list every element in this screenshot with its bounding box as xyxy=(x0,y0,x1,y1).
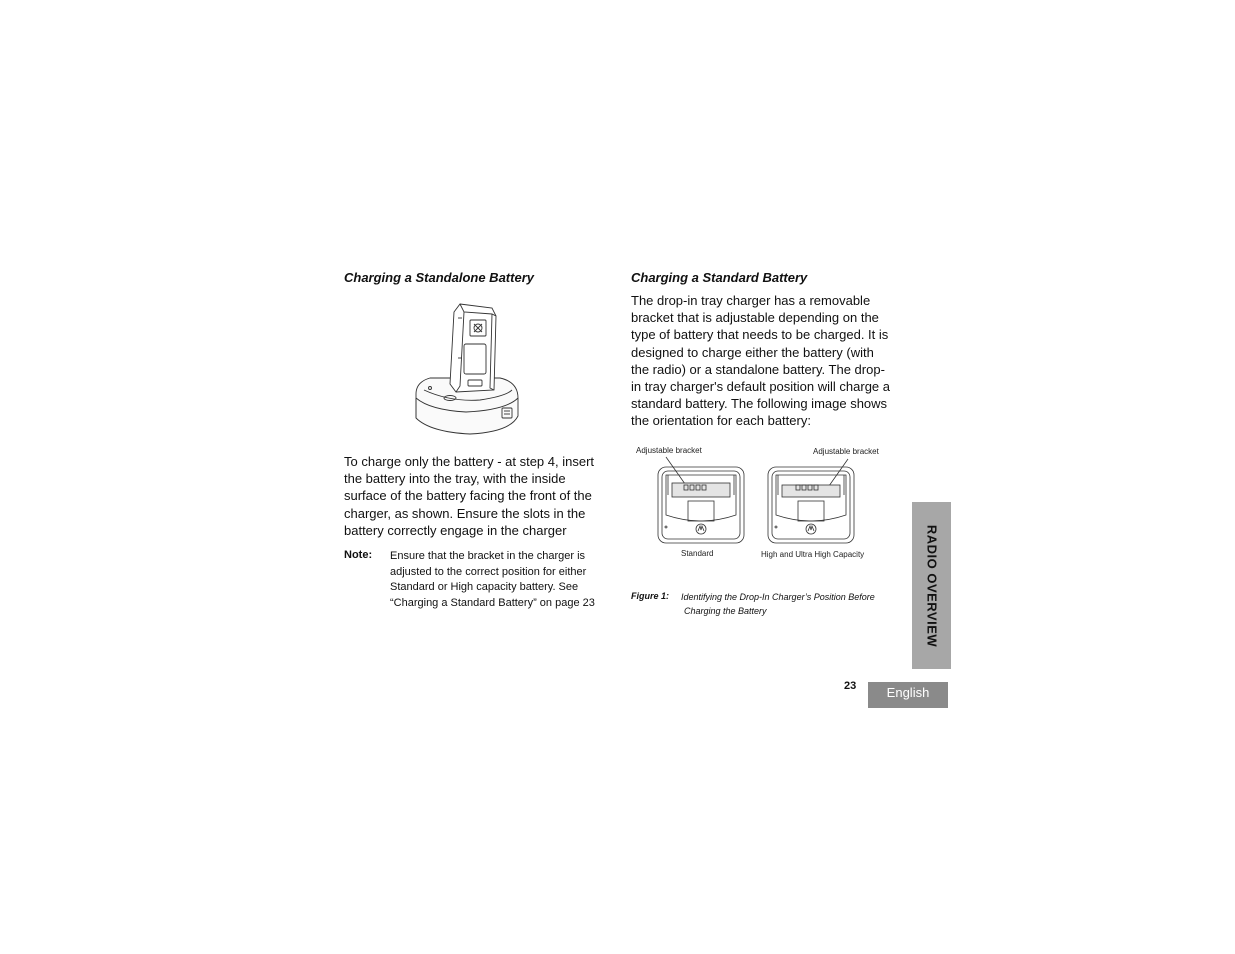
section-heading-standalone: Charging a Standalone Battery xyxy=(344,270,534,285)
figure-caption-label: Figure 1: xyxy=(631,591,670,601)
section-side-tab xyxy=(912,502,951,669)
language-tab: English xyxy=(868,682,948,708)
figure-caption-line-1: Identifying the Drop-In Charger’s Position Before xyxy=(681,592,875,602)
page-number: 23 xyxy=(844,680,857,692)
figure-caption-line-2: Charging the Battery xyxy=(684,606,767,616)
figure-label-standard: Standard xyxy=(681,549,714,558)
drop-in-charger-positions-diagram xyxy=(656,455,890,545)
figure-label-high-capacity: High and Ultra High Capacity xyxy=(761,550,865,559)
note-text: Ensure that the bracket in the charger is adjusted to the correct position for either Standard or High capacity battery. See “Charging a Standard Battery” on page 23 xyxy=(390,550,595,609)
note-label: Note: xyxy=(344,549,373,561)
figure-label-bracket-left: Adjustable bracket xyxy=(636,446,702,455)
section-side-tab-label: RADIO OVERVIEW xyxy=(924,524,939,647)
standalone-battery-charger-illustration xyxy=(410,298,522,438)
section-heading-standard: Charging a Standard Battery xyxy=(631,270,808,285)
figure-label-bracket-right: Adjustable bracket xyxy=(813,447,879,456)
standalone-instructions: To charge only the battery - at step 4, insert the battery into the tray, with the inside surface of the battery facing the front of the charger, as shown. Ensure the slots in the battery correctly engage in the charger xyxy=(344,454,595,538)
standard-battery-description: The drop-in tray charger has a removable bracket that is adjustable depending on the type of battery that needs to be charged. It is designed to charge either the battery (with the radio) or a standalone battery. The drop-in tray charger's default position will charge a standard battery. The following image shows the orientation for each battery: xyxy=(631,293,891,429)
